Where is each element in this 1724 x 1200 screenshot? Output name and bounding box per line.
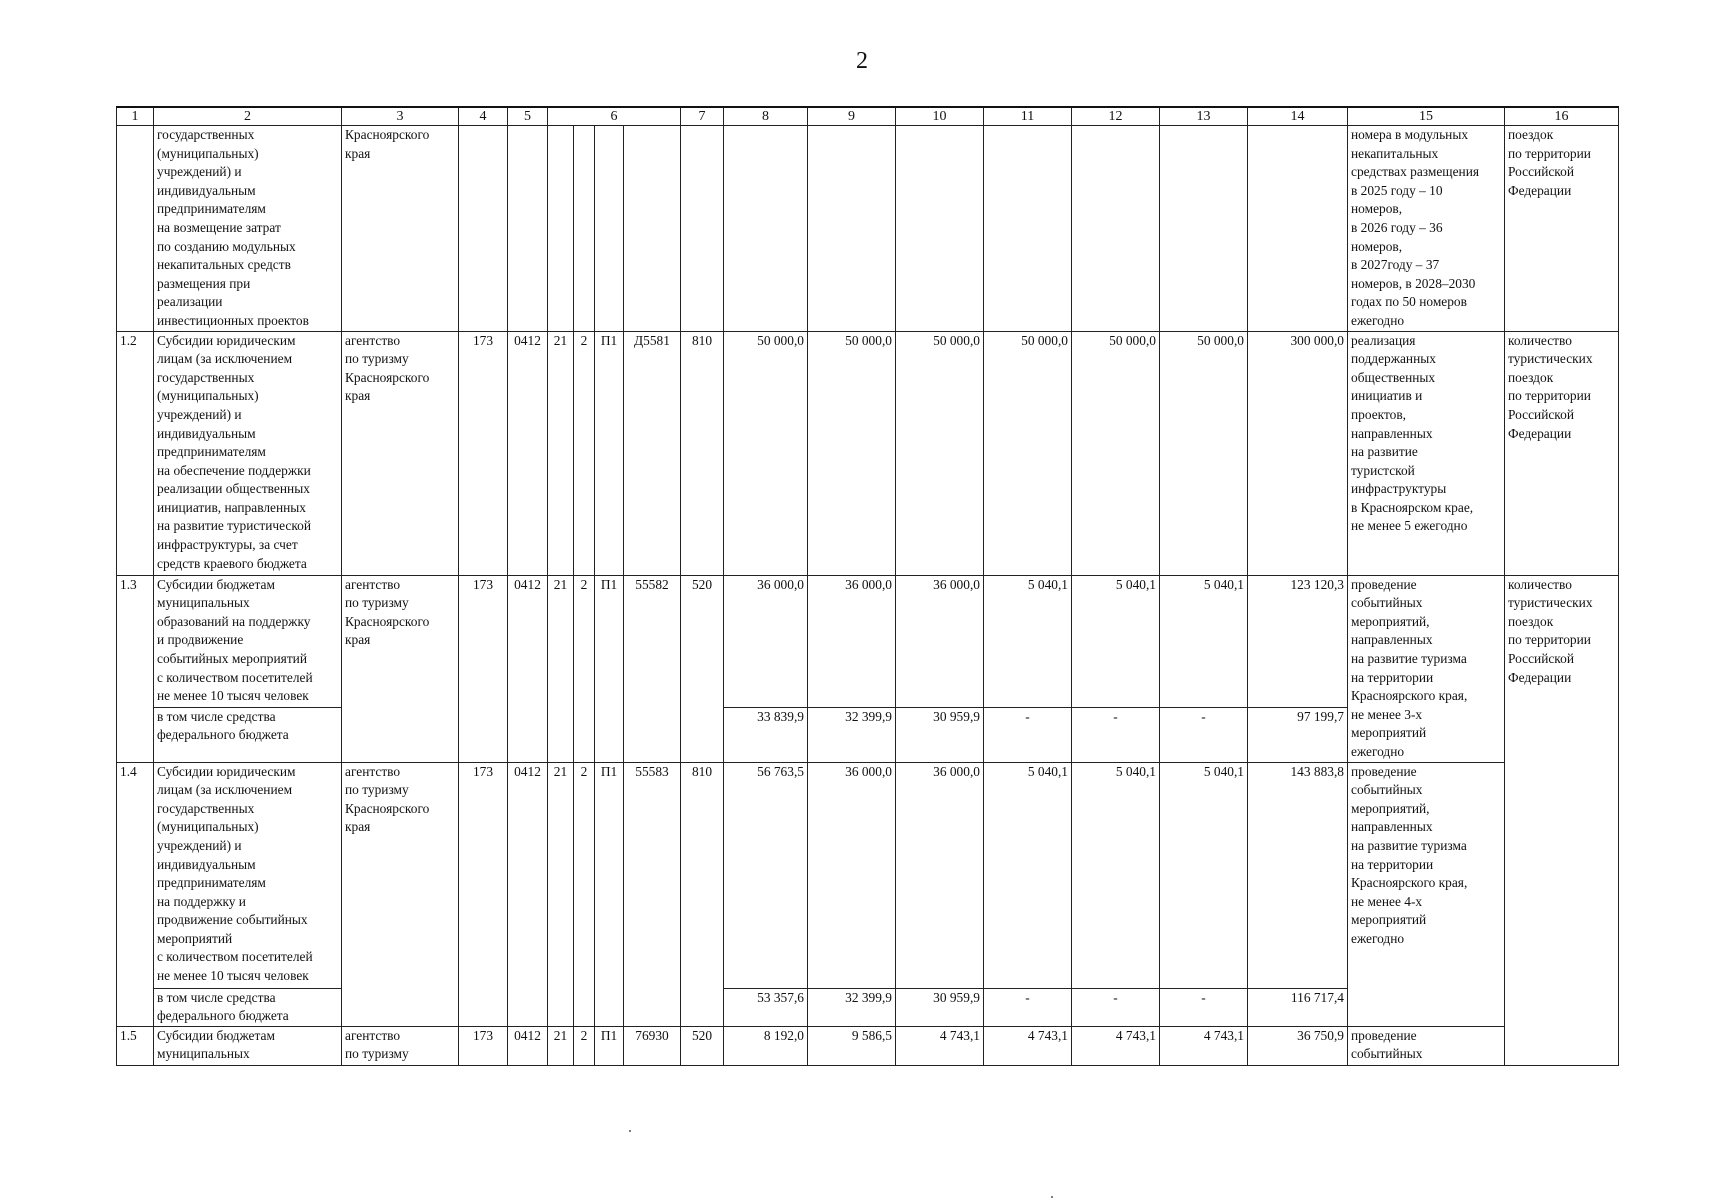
measure-name-cell: государственных (муниципальных) учреждений) и индивидуальным предпринимателям на возмещение затрат по созданию модульных некапитальных средств размещения при реализации инвестиционных проектов <box>154 126 342 332</box>
measure-name-cell: Субсидии юридическим лицам (за исключением государственных (муниципальных) учреждений) и индивидуальным предпринимателям на обеспечение поддержки реализации общественных инициатив, направленных на развитие туристической инфраструктуры, за счет средств краевого бюджета <box>154 331 342 575</box>
code-cell <box>548 126 574 332</box>
table-row <box>117 575 1619 707</box>
value-cell: 36 000,0 <box>896 575 984 707</box>
value-cell <box>808 126 896 332</box>
value-cell <box>724 126 808 332</box>
header-cell: 4 <box>459 107 508 126</box>
result-cell: номера в модульных некапитальных средствах размещения в 2025 году – 10 номеров, в 2026 году – 36 номеров, в 2027году – 37 номеров, в 2028–2030 годах по 50 номеров ежегодно <box>1348 126 1505 332</box>
code-cell: 2 <box>574 762 595 1026</box>
code-cell <box>508 126 548 332</box>
value-cell: 33 839,9 <box>724 707 808 762</box>
code-cell: 2 <box>574 575 595 762</box>
agency-cell: агентство по туризму Красноярского края <box>342 331 459 575</box>
code-cell: 76930 <box>624 1026 681 1065</box>
code-cell: 21 <box>548 762 574 1026</box>
value-cell: 36 750,9 <box>1248 1026 1348 1065</box>
value-cell: 32 399,9 <box>808 988 896 1026</box>
value-cell: 50 000,0 <box>808 331 896 575</box>
agency-cell: агентство по туризму Красноярского края <box>342 575 459 762</box>
header-cell: 3 <box>342 107 459 126</box>
result-cell: проведение событийных <box>1348 1026 1505 1065</box>
table-row <box>117 1026 1619 1065</box>
code-cell: 810 <box>681 331 724 575</box>
value-cell: 4 743,1 <box>896 1026 984 1065</box>
value-cell: - <box>984 707 1072 762</box>
value-cell: 5 040,1 <box>984 762 1072 988</box>
value-cell: 4 743,1 <box>1072 1026 1160 1065</box>
code-cell <box>574 126 595 332</box>
indicator-cell: количество туристических поездок по территории Российской Федерации <box>1505 575 1619 1065</box>
measure-name-cell: Субсидии бюджетам муниципальных образований на поддержку и продвижение событийных мероприятий с количеством посетителей не менее 10 тысяч человек <box>154 575 342 707</box>
value-cell: - <box>1160 707 1248 762</box>
value-cell: 4 743,1 <box>1160 1026 1248 1065</box>
code-cell <box>459 126 508 332</box>
header-cell: 2 <box>154 107 342 126</box>
value-cell: - <box>1072 988 1160 1026</box>
agency-cell: агентство по туризму Красноярского края <box>342 762 459 1026</box>
value-cell: 36 000,0 <box>896 762 984 988</box>
code-cell: 55582 <box>624 575 681 762</box>
value-cell: 9 586,5 <box>808 1026 896 1065</box>
value-cell: 5 040,1 <box>1072 762 1160 988</box>
value-cell: 50 000,0 <box>896 331 984 575</box>
header-cell: 7 <box>681 107 724 126</box>
row-number-cell <box>117 126 154 332</box>
table-row-continuation <box>117 126 1619 332</box>
code-cell: П1 <box>595 331 624 575</box>
header-cell: 14 <box>1248 107 1348 126</box>
code-cell: Д5581 <box>624 331 681 575</box>
value-cell: 36 000,0 <box>724 575 808 707</box>
value-cell: - <box>1160 988 1248 1026</box>
agency-cell: Красноярского края <box>342 126 459 332</box>
indicator-cell: поездок по территории Российской Федерации <box>1505 126 1619 332</box>
code-cell: 21 <box>548 331 574 575</box>
measure-name-cell: в том числе средства федерального бюджета <box>154 988 342 1026</box>
code-cell: 21 <box>548 575 574 762</box>
agency-cell: агентство по туризму <box>342 1026 459 1065</box>
value-cell: 123 120,3 <box>1248 575 1348 707</box>
result-cell: реализация поддержанных общественных инициатив и проектов, направленных на развитие туристской инфраструктуры в Красноярском крае, не менее 5 ежегодно <box>1348 331 1505 575</box>
result-cell: проведение событийных мероприятий, направленных на развитие туризма на территории Красноярского края, не менее 4-х мероприятий ежегодно <box>1348 762 1505 1026</box>
code-cell: П1 <box>595 762 624 1026</box>
code-cell: 55583 <box>624 762 681 1026</box>
code-cell: 0412 <box>508 762 548 1026</box>
code-cell: 810 <box>681 762 724 1026</box>
value-cell: - <box>1072 707 1160 762</box>
value-cell: 5 040,1 <box>1072 575 1160 707</box>
header-cell: 8 <box>724 107 808 126</box>
value-cell: 5 040,1 <box>1160 762 1248 988</box>
code-cell: П1 <box>595 1026 624 1065</box>
value-cell: 8 192,0 <box>724 1026 808 1065</box>
value-cell <box>896 126 984 332</box>
indicator-cell: количество туристических поездок по территории Российской Федерации <box>1505 331 1619 575</box>
header-cell: 13 <box>1160 107 1248 126</box>
code-cell: 520 <box>681 1026 724 1065</box>
value-cell: 5 040,1 <box>984 575 1072 707</box>
header-cell: 16 <box>1505 107 1619 126</box>
row-number-cell: 1.4 <box>117 762 154 1026</box>
value-cell: 36 000,0 <box>808 762 896 988</box>
value-cell: - <box>984 988 1072 1026</box>
code-cell: 173 <box>459 1026 508 1065</box>
value-cell: 30 959,9 <box>896 707 984 762</box>
result-cell: проведение событийных мероприятий, направленных на развитие туризма на территории Красноярского края, не менее 3-х мероприятий ежегодно <box>1348 575 1505 762</box>
header-cell: 1 <box>117 107 154 126</box>
header-cell: 11 <box>984 107 1072 126</box>
code-cell <box>624 126 681 332</box>
budget-table <box>116 106 1619 1066</box>
value-cell: 300 000,0 <box>1248 331 1348 575</box>
code-cell: 173 <box>459 762 508 1026</box>
measure-name-cell: Субсидии юридическим лицам (за исключением государственных (муниципальных) учреждений) и индивидуальным предпринимателям на поддержку и продвижение событийных мероприятий с количеством посетителей не менее 10 тысяч человек <box>154 762 342 988</box>
page-number: 2 <box>856 48 868 74</box>
table-row <box>117 331 1619 575</box>
code-cell: 0412 <box>508 331 548 575</box>
code-cell: 173 <box>459 331 508 575</box>
code-cell: 520 <box>681 575 724 762</box>
value-cell: 97 199,7 <box>1248 707 1348 762</box>
code-cell: 2 <box>574 1026 595 1065</box>
value-cell: 30 959,9 <box>896 988 984 1026</box>
value-cell: 32 399,9 <box>808 707 896 762</box>
measure-name-cell: в том числе средства федерального бюджета <box>154 707 342 762</box>
value-cell: 50 000,0 <box>1160 331 1248 575</box>
value-cell: 36 000,0 <box>808 575 896 707</box>
value-cell: 4 743,1 <box>984 1026 1072 1065</box>
value-cell: 5 040,1 <box>1160 575 1248 707</box>
header-row <box>117 107 1619 126</box>
value-cell <box>1248 126 1348 332</box>
code-cell <box>595 126 624 332</box>
value-cell: 143 883,8 <box>1248 762 1348 988</box>
code-cell: 21 <box>548 1026 574 1065</box>
value-cell <box>1072 126 1160 332</box>
code-cell: 0412 <box>508 1026 548 1065</box>
value-cell: 116 717,4 <box>1248 988 1348 1026</box>
table-row <box>117 762 1619 988</box>
value-cell: 50 000,0 <box>724 331 808 575</box>
measure-name-cell: Субсидии бюджетам муниципальных <box>154 1026 342 1065</box>
header-cell: 12 <box>1072 107 1160 126</box>
value-cell: 53 357,6 <box>724 988 808 1026</box>
value-cell: 50 000,0 <box>1072 331 1160 575</box>
value-cell: 56 763,5 <box>724 762 808 988</box>
scan-speck <box>1051 1196 1053 1198</box>
header-cell: 6 <box>548 107 681 126</box>
code-cell: П1 <box>595 575 624 762</box>
scan-speck <box>629 1130 631 1132</box>
row-number-cell: 1.3 <box>117 575 154 762</box>
code-cell: 0412 <box>508 575 548 762</box>
header-cell: 10 <box>896 107 984 126</box>
value-cell <box>1160 126 1248 332</box>
header-cell: 5 <box>508 107 548 126</box>
code-cell: 173 <box>459 575 508 762</box>
code-cell: 2 <box>574 331 595 575</box>
value-cell: 50 000,0 <box>984 331 1072 575</box>
header-cell: 9 <box>808 107 896 126</box>
row-number-cell: 1.5 <box>117 1026 154 1065</box>
header-cell: 15 <box>1348 107 1505 126</box>
code-cell <box>681 126 724 332</box>
value-cell <box>984 126 1072 332</box>
row-number-cell: 1.2 <box>117 331 154 575</box>
